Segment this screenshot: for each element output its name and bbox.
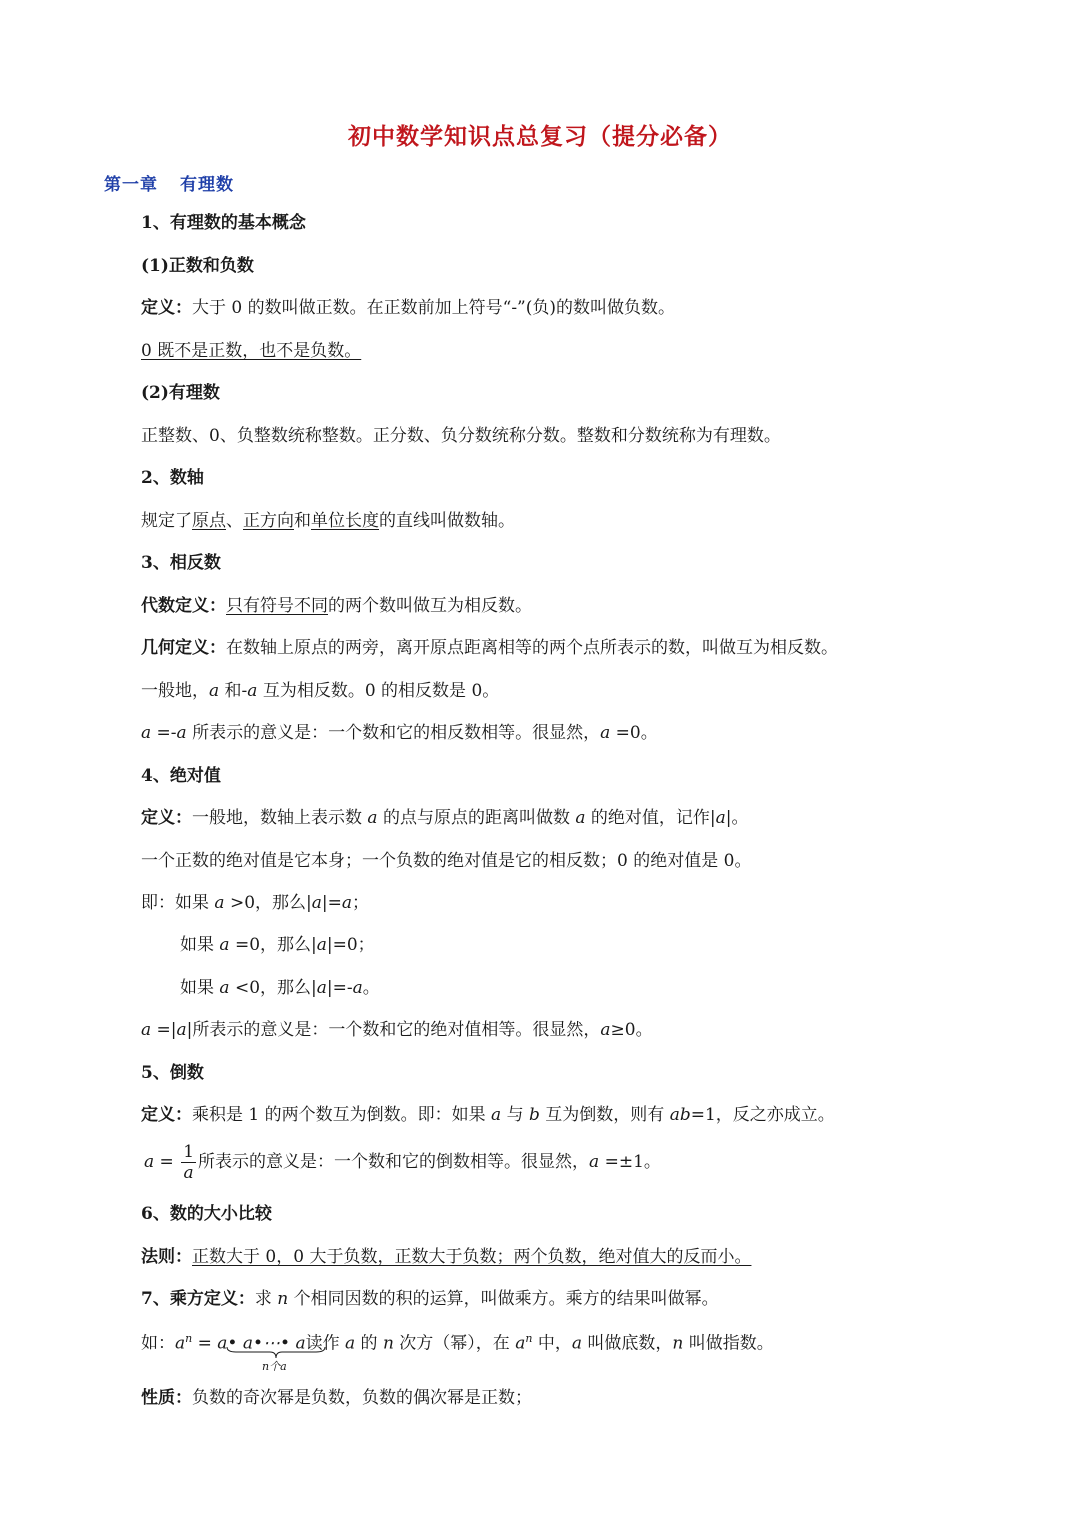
text-fragment: 一般地， <box>141 681 209 701</box>
rule-label: 法则： <box>141 1247 192 1267</box>
opposite-algebraic-definition <box>141 595 532 617</box>
section-heading-5: 5、倒数 <box>141 1063 204 1083</box>
math-variable: a <box>219 978 230 998</box>
text-fragment: 如果 <box>180 978 220 998</box>
power-definition <box>141 1288 719 1310</box>
math-variable: a <box>144 1152 155 1172</box>
chapter-label: 第一章 <box>104 175 158 195</box>
text-fragment: 互为相反数。0 的相反数是 0。 <box>257 681 500 701</box>
text-fragment: 在数轴上原点的两旁，离开原点距离相等的两个点所表示的数，叫做互为相反数。 <box>226 638 838 658</box>
text-fragment: |=0； <box>326 935 375 955</box>
text-fragment: 互为倒数，则有 <box>539 1105 670 1125</box>
math-variable: a <box>209 681 220 701</box>
term-only-sign-differs: 只有符号不同 <box>226 596 328 616</box>
math-variable: a <box>589 1152 600 1172</box>
math-variable: a <box>176 1020 187 1040</box>
math-variable: a <box>367 808 378 828</box>
absolute-value-meaning <box>141 1019 653 1041</box>
definition-text: 大于 0 的数叫做正数。在正数前加上符号“-”(负)的数叫做负数。 <box>192 298 676 318</box>
math-variable: a <box>219 935 230 955</box>
chapter-heading <box>104 170 234 195</box>
fraction-numerator: 1 <box>183 1142 195 1162</box>
math-variable: ab <box>669 1105 691 1125</box>
section-heading-1: 1、有理数的基本概念 <box>141 213 306 233</box>
text-fragment: 中， <box>532 1333 572 1354</box>
text-fragment: <0，那么| <box>229 978 317 998</box>
absolute-value-case-negative <box>180 977 380 999</box>
text-fragment: 所表示的意义是：一个数和它的相反数相等。很显然， <box>186 723 601 743</box>
text-fragment: 求 <box>254 1289 278 1309</box>
text-fragment: 的两个数叫做互为相反数。 <box>328 596 532 616</box>
text-fragment: 所表示的意义是：一个数和它的倒数相等。很显然， <box>198 1152 590 1172</box>
text-fragment: =±1。 <box>599 1152 661 1172</box>
math-variable: a <box>141 1020 152 1040</box>
math-variable: a <box>175 1333 186 1354</box>
subheading-positive-negative: (1)正数和负数 <box>141 256 254 276</box>
math-variable: a <box>600 723 611 743</box>
text-fragment: 个相同因数的积的运算，叫做乘方。乘方的结果叫做幂。 <box>288 1289 719 1309</box>
math-variable: a <box>600 1020 611 1040</box>
section-heading-3: 3、相反数 <box>141 553 221 573</box>
power-product-expression: a• a•⋯• a <box>217 1333 306 1354</box>
math-variable: a <box>571 1333 582 1354</box>
text-fragment: 的点与原点的距离叫做数 <box>377 808 576 828</box>
rule-text: 正数大于 0，0 大于负数，正数大于负数；两个负数，绝对值大的反而小。 <box>192 1247 752 1267</box>
section-heading-4: 4、绝对值 <box>141 766 221 786</box>
section-heading-6: 6、数的大小比较 <box>141 1204 272 1224</box>
text-fragment: =- <box>151 723 177 743</box>
text-fragment: 规定了 <box>141 511 192 531</box>
zero-note: 0 既不是正数，也不是负数。 <box>141 341 362 361</box>
opposite-geometric-definition <box>141 637 838 659</box>
text-fragment: 负数的奇次幂是负数，负数的偶次幂是正数； <box>192 1388 532 1408</box>
number-line-definition <box>141 510 515 532</box>
text-fragment: 读作 <box>305 1333 345 1354</box>
math-variable: n <box>382 1333 394 1354</box>
term-unit-length: 单位长度 <box>311 511 379 531</box>
term-direction: 正方向 <box>243 511 294 531</box>
definition-label: 定义： <box>141 1105 192 1125</box>
subheading-rational: (2)有理数 <box>141 383 220 403</box>
math-variable: a <box>715 808 726 828</box>
text-fragment: 叫做指数。 <box>683 1333 774 1354</box>
text-fragment: 如： <box>141 1333 175 1354</box>
fraction-one-over-a <box>181 1142 196 1183</box>
text-fragment: |=- <box>326 978 353 998</box>
text-fragment: 和- <box>219 681 248 701</box>
reciprocal-meaning <box>144 1140 661 1184</box>
text-fragment: =0，那么| <box>229 935 317 955</box>
fraction-denominator: a <box>183 1163 194 1183</box>
text-fragment: 的 <box>355 1333 383 1354</box>
absolute-value-case-positive <box>141 892 369 914</box>
math-variable: a <box>575 808 586 828</box>
text-fragment: ≥0。 <box>610 1020 653 1040</box>
text-fragment: |= <box>321 893 342 913</box>
text-fragment: >0，那么| <box>224 893 312 913</box>
math-variable: a <box>214 893 225 913</box>
opposite-general <box>141 680 499 702</box>
text-fragment: 如果 <box>175 893 215 913</box>
text-fragment: 如果 <box>180 935 220 955</box>
power-property <box>141 1387 532 1409</box>
text-fragment: = <box>154 1152 180 1172</box>
absolute-value-rule: 一个正数的绝对值是它本身；一个负数的绝对值是它的相反数；0 的绝对值是 0。 <box>141 851 752 871</box>
text-fragment: 的绝对值，记作| <box>585 808 716 828</box>
property-label: 性质： <box>141 1388 192 1408</box>
text-fragment: 与 <box>501 1105 529 1125</box>
math-variable: a <box>345 1333 356 1354</box>
text-fragment: |所表示的意义是：一个数和它的绝对值相等。很显然， <box>186 1020 601 1040</box>
text-fragment: ； <box>352 893 370 913</box>
text-fragment: 次方（幂），在 <box>393 1333 516 1354</box>
reciprocal-definition <box>141 1104 835 1126</box>
math-exponent: n <box>525 1332 533 1345</box>
text-fragment: =| <box>151 1020 177 1040</box>
opposite-meaning <box>141 722 658 744</box>
math-variable: a <box>352 978 363 998</box>
math-variable: a <box>176 723 187 743</box>
math-variable: a <box>515 1333 526 1354</box>
math-variable: a <box>341 893 353 913</box>
underbrace-label: n个a <box>262 1360 287 1373</box>
text-fragment: 乘积是 1 的两个数互为倒数。即：如果 <box>192 1105 492 1125</box>
math-variable: n <box>277 1289 289 1309</box>
definition-positive-negative <box>141 297 675 319</box>
math-variable: b <box>528 1105 540 1125</box>
math-variable: n <box>672 1333 684 1354</box>
text-fragment: |。 <box>725 808 749 828</box>
absolute-value-case-zero <box>180 934 375 956</box>
math-variable: a <box>316 978 327 998</box>
text-fragment: 的直线叫做数轴。 <box>379 511 515 531</box>
math-exponent: n <box>185 1332 193 1345</box>
section-heading-2: 2、数轴 <box>141 468 204 488</box>
text-fragment: = <box>192 1333 218 1354</box>
math-variable: a <box>311 893 322 913</box>
rational-definition: 正整数、0、负整数统称整数。正分数、负分数统称分数。整数和分数统称为有理数。 <box>141 426 781 446</box>
comparison-rule <box>141 1246 751 1268</box>
math-variable: a <box>247 681 258 701</box>
text-fragment: 、 <box>226 511 243 531</box>
math-variable: a <box>141 723 152 743</box>
math-variable: a <box>491 1105 502 1125</box>
text-fragment: 和 <box>294 511 311 531</box>
chapter-name: 有理数 <box>180 175 234 195</box>
text-fragment: =0。 <box>610 723 658 743</box>
text-fragment: 即： <box>141 893 175 913</box>
section-heading-7: 7、乘方定义： <box>141 1289 255 1309</box>
definition-label: 定义： <box>141 808 192 828</box>
text-fragment: 一般地，数轴上表示数 <box>192 808 368 828</box>
definition-label: 定义： <box>141 298 192 318</box>
text-fragment: =1，反之亦成立。 <box>690 1105 835 1125</box>
definition-label: 代数定义： <box>141 596 226 616</box>
text-fragment: 。 <box>362 978 380 998</box>
absolute-value-definition <box>141 807 749 829</box>
term-origin: 原点 <box>192 511 226 531</box>
definition-label: 几何定义： <box>141 638 226 658</box>
math-variable: a <box>316 935 327 955</box>
document-title: 初中数学知识点总复习（提分必备） <box>348 123 732 150</box>
text-fragment: 叫做底数， <box>582 1333 673 1354</box>
